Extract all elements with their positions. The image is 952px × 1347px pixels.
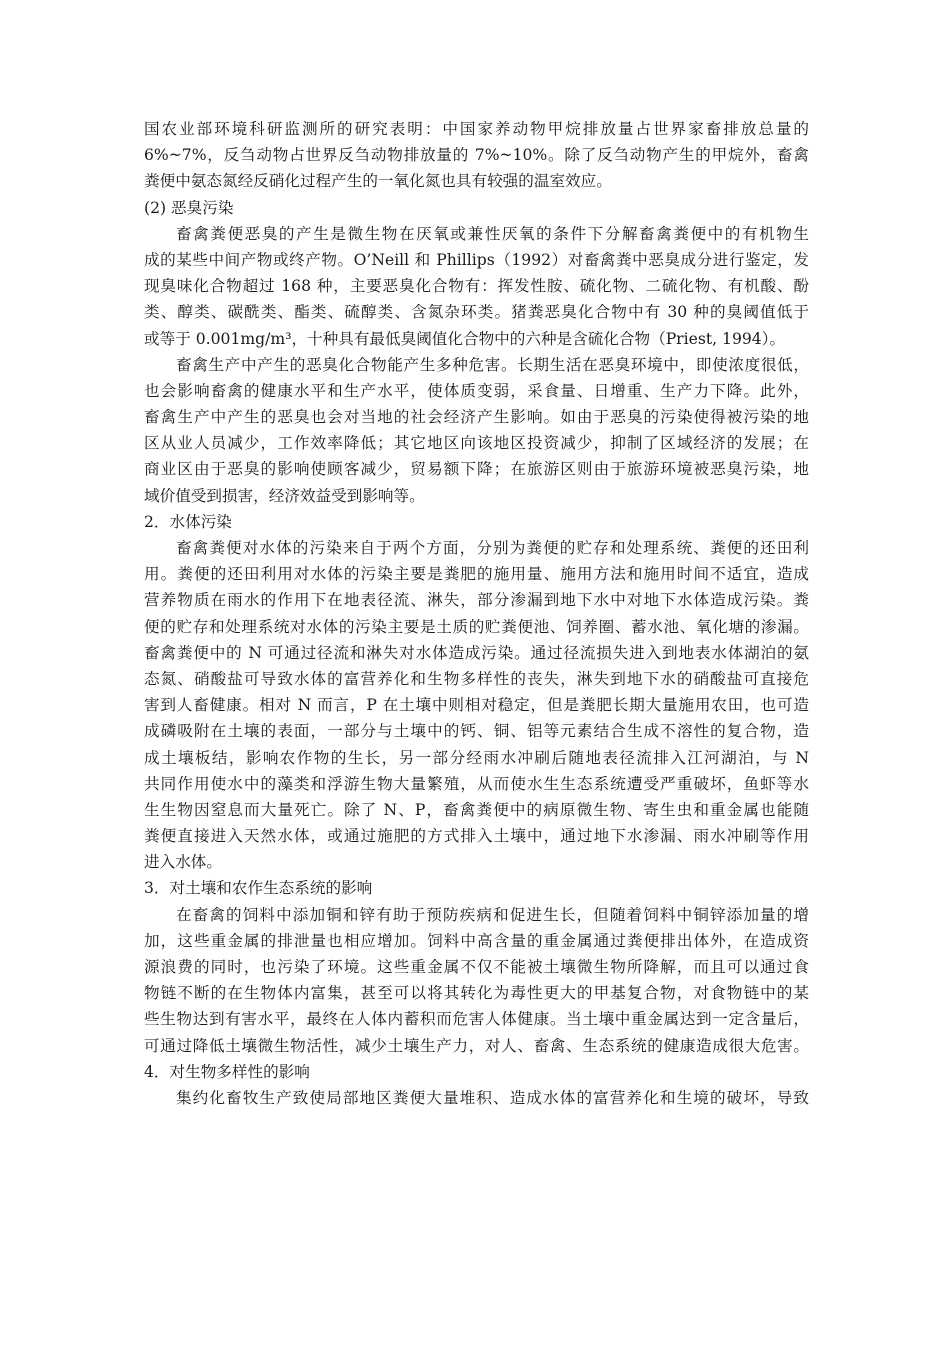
text-line: 也会影响畜禽的健康水平和生产水平，使体质变弱，采食量、日增重、生产力下降。此外，: [144, 381, 809, 400]
text-line: 便的贮存和处理系统对水体的污染主要是土质的贮粪便池、饲养圈、蓄水池、氧化塘的渗漏。: [144, 617, 809, 636]
section-heading: (2) 恶臭污染: [144, 198, 234, 217]
text-line: 营养物质在雨水的作用下在地表径流、淋失，部分渗漏到地下水中对地下水体造成污染。粪: [144, 591, 809, 610]
text-line: 进入水体。: [144, 853, 222, 872]
paragraph: [144, 352, 809, 509]
text-line: 畜禽粪便对水体的污染来自于两个方面，分别为粪便的贮存和处理系统、粪便的还田利: [176, 539, 809, 557]
text-line: 畜禽粪便中的 N 可通过径流和淋失对水体造成污染。通过径流损失进入到地表水体湖泊的氨: [144, 643, 809, 662]
text-line: 国农业部环境科研监测所的研究表明：中国家养动物甲烷排放量占世界家畜排放总量的: [144, 120, 809, 138]
text-line: 生生物因窒息而大量死亡。除了 N、P，畜禽粪便中的病原微生物、寄生虫和重金属也能随: [144, 800, 809, 819]
text-line: 用。粪便的还田利用对水体的污染主要是粪肥的施用量、施用方法和施用时间不适宜，造成: [144, 565, 809, 584]
paragraph: [144, 1085, 809, 1111]
text-line: 态氮、硝酸盐可导致水体的富营养化和生物多样性的丧失，淋失到地下水的硝酸盐可直接危: [144, 669, 809, 688]
text-line: 共同作用使水中的藻类和浮游生物大量繁殖，从而使水生生态系统遭受严重破坏，鱼虾等水: [144, 774, 809, 793]
text-line: 畜禽粪便恶臭的产生是微生物在厌氧或兼性厌氧的条件下分解畜禽粪便中的有机物生: [176, 224, 809, 243]
section-heading: 4．对生物多样性的影响: [144, 1062, 310, 1081]
text-line: 域价值受到损害，经济效益受到影响等。: [144, 486, 425, 505]
paragraph: [144, 221, 809, 352]
section-heading: 3．对土壤和农作生态系统的影响: [144, 879, 373, 898]
text-line: 加，这些重金属的排泄量也相应增加。饲料中高含量的重金属通过粪便排出体外，在造成资: [144, 931, 809, 950]
text-line: 成磷吸附在土壤的表面，一部分与土壤中的钙、铜、铝等元素结合生成不溶性的复合物，造: [144, 722, 809, 741]
text-line: 可通过降低土壤微生物活性，减少土壤生产力，对人、畜禽、生态系统的健康造成很大危害。: [144, 1036, 809, 1055]
text-line: 类、醇类、碳酰类、酯类、硫醇类、含氮杂环类。猪粪恶臭化合物中有 30 种的臭阈值低于: [144, 303, 809, 322]
text-line: 成的某些中间产物或终产物。O’Neill 和 Phillips（1992）对畜禽粪中恶臭成分进行鉴定，发: [144, 250, 809, 269]
text-line: 区从业人员减少，工作效率降低；其它地区向该地区投资减少，抑制了区域经济的发展；在: [144, 434, 809, 453]
paragraph: [144, 902, 809, 1059]
text-line: 集约化畜牧生产致使局部地区粪便大量堆积、造成水体的富营养化和生境的破坏，导致: [176, 1088, 809, 1107]
text-line: 粪便中氨态氮经反硝化过程产生的一氧化氮也具有较强的温室效应。: [144, 172, 612, 191]
text-line: 粪便直接进入天然水体，或通过施肥的方式排入土壤中，通过地下水渗漏、雨水冲刷等作用: [144, 827, 809, 846]
text-line: 害到人畜健康。相对 N 而言，P 在土壤中则相对稳定，但是粪肥长期大量施用农田，也可造: [144, 696, 809, 715]
text-line: 源浪费的同时，也污染了环境。这些重金属不仅不能被土壤微生物所降解，而且可以通过食: [144, 958, 809, 976]
text-line: 畜禽生产中产生的恶臭也会对当地的社会经济产生影响。如由于恶臭的污染使得被污染的地: [144, 408, 809, 427]
text-line: 些生物达到有害水平，最终在人体内蓄积而危害人体健康。当土壤中重金属达到一定含量后，: [144, 1010, 809, 1029]
text-line: 商业区由于恶臭的影响使顾客减少，贸易额下降；在旅游区则由于旅游环境被恶臭污染，地: [144, 460, 809, 479]
paragraph: [144, 116, 809, 195]
text-line: 或等于 0.001mg/m³，十种具有最低臭阈值化合物中的六种是含硫化合物（Priest, 1994）。: [144, 329, 786, 348]
text-line: 成土壤板结，影响农作物的生长，另一部分经雨水冲刷后随地表径流排入江河湖泊，与 N: [144, 748, 809, 767]
section-heading: 2．水体污染: [144, 512, 232, 531]
text-line: 在畜禽的饲料中添加铜和锌有助于预防疾病和促进生长，但随着饲料中铜锌添加量的增: [176, 905, 809, 924]
text-line: 物链不断的在生物体内富集，甚至可以将其转化为毒性更大的甲基复合物，对食物链中的某: [144, 984, 809, 1003]
text-line: 畜禽生产中产生的恶臭化合物能产生多种危害。长期生活在恶臭环境中，即使浓度很低，: [176, 355, 809, 374]
text-line: 6%~7%，反刍动物占世界反刍动物排放量的 7%~10%。除了反刍动物产生的甲烷外，畜禽: [144, 146, 809, 165]
text-line: 现臭味化合物超过 168 种，主要恶臭化合物有：挥发性胺、硫化物、二硫化物、有机酸、酚: [144, 277, 809, 296]
paragraph: [144, 535, 809, 875]
